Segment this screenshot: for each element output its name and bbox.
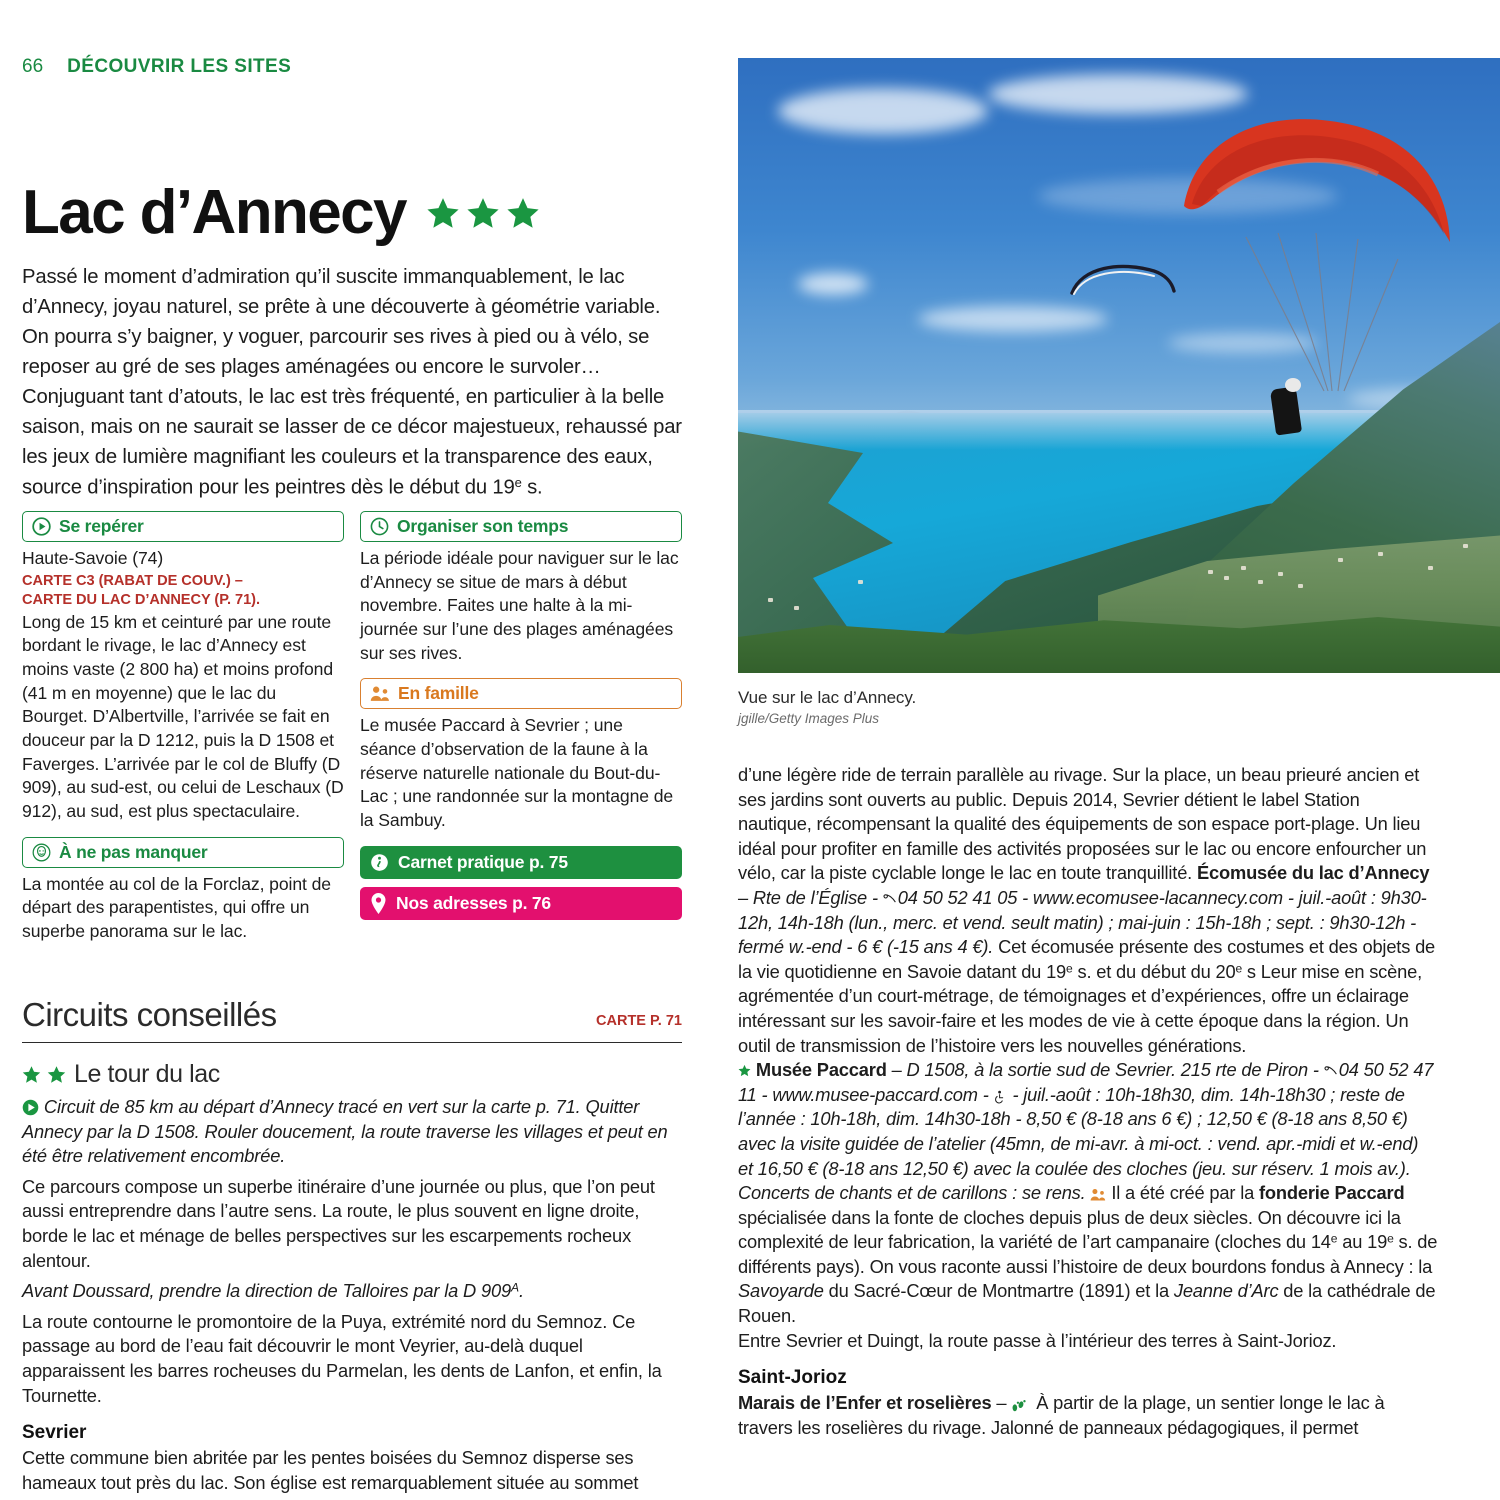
tour-lead-text: Circuit de 85 km au départ d’Annecy tracé en vert sur la carte p. 71. Quitter Annecy par la D 1508. Rouler doucement, la route traverse les villages et peut en été être relativement encombrée.	[22, 1096, 668, 1167]
paccard-info-2: - www.musee-paccard.com -	[756, 1083, 994, 1105]
map-pin-icon	[370, 893, 387, 914]
ecomusee-name: Écomusée du lac d’Annecy	[1197, 862, 1430, 884]
tour-du-lac-title: Le tour du lac	[74, 1060, 220, 1088]
marais-text: À partir de la plage, un sentier longe le lac à travers les roselières du rivage. Jalonné de panneaux pédagogiques, il permet	[738, 1392, 1385, 1438]
photo-caption-block	[738, 688, 1458, 726]
saint-jorioz-heading: Saint-Jorioz	[738, 1367, 847, 1389]
ecomusee-mid: s. et du début du 20	[1072, 960, 1236, 982]
star-icon	[466, 196, 500, 230]
star-icon	[506, 196, 540, 230]
intro-text: Passé le moment d’admiration qu’il suscite immanquablement, le lac d’Annecy, joyau naturel, se prête à une découverte à géométrie variable. On pourra s’y baigner, y voguer, parcourir ses rives à pied ou à vélo, se reposer au gré de ses plages aménagées ou encore le survoler… Conjuguant tant d’atouts, le lac est très fréquenté, en particulier à la belle saison, mais on ne saurait se lasser de ce décor majestueux, rehaussé par les jeux de lumière magnifiant les couleurs et la transparence des eaux, source d’inspiration pour les peintres dès le début du 19	[22, 266, 682, 499]
map-reference-2[interactable]: CARTE DU LAC D’ANNECY (P. 71).	[22, 592, 260, 609]
pilot-helmet	[1285, 378, 1301, 392]
box-organiser-header[interactable]	[360, 511, 682, 542]
sevrier-paragraph: Cette commune bien abritée par les pentes boisées du Semnoz disperse ses hameaux tout près du lac. Son église est remarquablement située au sommet	[22, 1447, 639, 1493]
paragraph-musee-paccard	[738, 1058, 1438, 1329]
paccard-sup-2: e	[1387, 1231, 1394, 1246]
second-paraglider-wing-icon	[1068, 263, 1178, 308]
sevrier-heading: Sevrier	[22, 1422, 87, 1444]
marais-dash: –	[991, 1392, 1012, 1414]
page-title-row	[22, 178, 682, 247]
right-column	[738, 58, 1500, 1440]
paccard-tail-6: de la cathédrale de Rouen.	[738, 1280, 1436, 1327]
family-icon	[370, 685, 390, 703]
box-se-reperer-body	[22, 547, 344, 824]
box-a-ne-pas-manquer-body: La montée au col de la Forclaz, point de départ des parapentistes, qui offre un superbe panorama sur le lac.	[22, 873, 331, 941]
box-en-famille-label: En famille	[398, 683, 479, 704]
ecomusee-sup-1: e	[1066, 961, 1073, 976]
section-title: DÉCOUVRIR LES SITES	[67, 56, 292, 77]
star-icon	[47, 1065, 66, 1084]
hiking-footprints-icon	[1011, 1399, 1031, 1412]
phone-icon	[883, 894, 898, 907]
paccard-phone[interactable]: 04 50 52 47 11	[738, 1059, 1434, 1105]
departement-line: Haute-Savoie (74)	[22, 548, 164, 568]
star-icon	[738, 1064, 751, 1077]
right-body-text	[738, 763, 1438, 1440]
paragraph-marais-enfer	[738, 1391, 1438, 1440]
tour-rating-stars	[22, 1065, 66, 1084]
info-column-left	[22, 511, 344, 957]
paccard-sup-1: e	[1330, 1231, 1338, 1246]
photo-lac-annecy	[738, 58, 1500, 673]
photo-credit: jgille/Getty Images Plus	[738, 711, 880, 726]
carnet-pratique-label: Carnet pratique p. 75	[398, 851, 568, 872]
map-reference-1[interactable]: CARTE C3 (RABAT DE COUV.) –	[22, 572, 243, 589]
info-box-grid	[22, 511, 682, 957]
paccard-info-3: - juil.-août : 10h-18h30, dim. 14h-18h30 ; reste de l’année : 10h-18h, dim. 14h30-18h - 8,50 € (8-18 ans 6 €) ; 12,50 € (8-18 ans 8,50 €) avec la visite guidée de l’atelier (45mn, de mi-avr. à mi-oct. : vend. apr.-midi et w.-end) et 16,50 € (8-18 ans 12,50 €) avec la coulée des cloches (jeu. sur réserv. 1 mois av.). Concerts de chants et de carillons : se rens.	[738, 1083, 1419, 1204]
paccard-info: – D 1508, à la sortie sud de Sevrier. 215 rte de Piron -	[886, 1059, 1324, 1081]
box-organiser-label: Organiser son temps	[397, 516, 569, 536]
ecomusee-sup-2: e	[1235, 961, 1243, 976]
bib-face-icon	[32, 843, 51, 862]
box-se-reperer-label: Se repérer	[59, 516, 144, 536]
tour-du-lac-heading	[22, 1060, 682, 1089]
intro-superscript: e	[514, 474, 522, 490]
ecomusee-tail: Cet écomusée présente des costumes et des objets de la vie quotidienne en Savoie datant du 19	[738, 936, 1436, 982]
page-number: 66	[22, 56, 44, 77]
paccard-tail-4: s. de différents pays). On vous raconte aussi l’histoire de deux bourdons fondus à Annecy : la	[738, 1231, 1438, 1277]
carnet-pratique-button[interactable]	[360, 846, 682, 879]
jeanne-darc-italic: Jeanne d’Arc	[1173, 1280, 1279, 1302]
tour-paragraph-3: La route contourne le promontoire de la Puya, extrémité nord du Semnoz. Ce passage au bord de l’eau fait découvrir le mont Veyrier, au-delà duquel apparaissent les barres rocheuses du Parmelan, les dents de Lanfon, et enfin, la Tournette.	[22, 1310, 662, 1406]
paccard-tail-3: au 19	[1337, 1231, 1388, 1253]
ecomusee-phone[interactable]: 04 50 52 41 05	[897, 886, 1018, 908]
circuits-section	[22, 996, 682, 1495]
fonderie-paccard: fonderie Paccard	[1258, 1182, 1405, 1204]
circuits-title: Circuits conseillés	[22, 996, 277, 1033]
paccard-tail-2: spécialisée dans la fonte de cloches depuis plus de deux siècles. On découvre ici la complexité de leur fabrication, la variété de l’art campanaire (cloches du 14	[738, 1206, 1401, 1253]
family-icon	[1090, 1188, 1106, 1202]
circuits-map-reference[interactable]: CARTE P. 71	[596, 1013, 682, 1029]
info-column-right	[360, 511, 682, 957]
star-icon	[426, 196, 460, 230]
marais-name: Marais de l’Enfer et roselières	[738, 1392, 992, 1414]
tour-lead-paragraph	[22, 1095, 682, 1169]
box-en-famille-header[interactable]	[360, 678, 682, 709]
se-reperer-text: Long de 15 km et ceinturé par une route bordant le rivage, le lac d’Annecy est moins vaste (2 800 ha) et moins profond (41 m en moyenne) que le lac du Bourget. D’Albertville, l’arrivée se fait en douceur par la D 1212, puis la D 1508 et Faverges. L’arrivée par le col de Bluffy (D 909), au sud-est, ou celui de Leschaux (D 912), au sud, est plus spectaculaire.	[22, 611, 344, 821]
photo-caption: Vue sur le lac d’Annecy.	[738, 688, 917, 707]
wheelchair-access-icon	[994, 1090, 1008, 1104]
ecomusee-info-2: - www.ecomusee-lacannecy.com - juil.-août : 9h30-12h, 14h-18h (lun., merc. et vend. seult matin) ; mai-juin : 15h-18h ; sept. : 9h30-12h - fermé w.-end - 6 € (-15 ans 4 €).	[738, 886, 1427, 958]
star-icon	[22, 1065, 41, 1084]
box-a-ne-pas-manquer-header[interactable]	[22, 837, 344, 868]
running-head	[22, 56, 682, 78]
paraglider-lines-icon	[1238, 233, 1418, 413]
paragraph-sevrier-continued	[738, 763, 1438, 1058]
nos-adresses-button[interactable]	[360, 887, 682, 920]
rating-stars	[426, 196, 540, 230]
circuits-header	[22, 996, 682, 1043]
info-circle-icon	[370, 853, 389, 872]
tour-p2-text: Avant Doussard, prendre la direction de Talloires par la D 909	[22, 1280, 512, 1302]
clock-icon	[370, 517, 389, 536]
tour-paragraph-2	[22, 1279, 682, 1304]
paragraph-entre-sevrier: Entre Sevrier et Duingt, la route passe à l’intérieur des terres à Saint-Jorioz.	[738, 1329, 1337, 1351]
ecomusee-end: s Leur mise en scène, agrémentée d’un court-métrage, de témoignages et d’expériences, offre un éclairage intéressant sur les savoir-faire et les modes de vie à cette époque dans la région. Un outil de transmission de l’histoire vers les nouvelles générations.	[738, 960, 1422, 1056]
box-se-reperer-header[interactable]	[22, 511, 344, 542]
play-circle-icon	[32, 517, 51, 536]
left-column	[22, 56, 682, 1493]
tour-paragraph-1: Ce parcours compose un superbe itinéraire d’une journée ou plus, que l’on peut aussi entreprendre dans l’autre sens. La route, le plus souvent en ligne droite, borde le lac et ménage de belles perspectives sur les escarpements rocheux alentour.	[22, 1175, 655, 1271]
para1-text: d’une légère ride de terrain parallèle au rivage. Sur la place, un beau prieuré ancien et ses jardins sont ouverts au public. Depuis 2014, Sevrier détient le label Station nautique, récompensant la qualité des équipements de son espace port-plage. Un lieu idéal pour profiter en famille des activités proposées sur le lac ou encore enfourcher un vélo, car la piste cyclable longe le lac en toute tranquillité.	[738, 764, 1427, 884]
intro-paragraph	[22, 263, 682, 503]
paccard-tail-5: du Sacré-Cœur de Montmartre (1891) et la	[823, 1280, 1174, 1302]
savoyarde-italic: Savoyarde	[738, 1280, 824, 1302]
intro-tail: s.	[521, 476, 543, 499]
paccard-tail-1: Il a été créé par la	[1106, 1182, 1259, 1204]
paccard-name: Musée Paccard	[755, 1059, 887, 1081]
box-organiser-body: La période idéale pour naviguer sur le lac d’Annecy se situe de mars à début novembre. Faites une halte à la mi-journée sur l’une des plages aménagées sur ses rives.	[360, 548, 679, 663]
play-circle-icon	[22, 1099, 39, 1116]
phone-icon	[1324, 1066, 1339, 1079]
tour-p2-tail: .	[518, 1280, 524, 1302]
page-title: Lac d’Annecy	[22, 178, 406, 247]
box-en-famille-body: Le musée Paccard à Sevrier ; une séance d’observation de la faune à la réserve naturelle nationale du Bout-du-Lac ; une randonnée sur la montagne de la Sambuy.	[360, 715, 674, 830]
ecomusee-info-1: – Rte de l’Église -	[738, 886, 883, 908]
tour-p2-superscript: A	[511, 1280, 519, 1295]
box-a-ne-pas-manquer-label: À ne pas manquer	[59, 841, 208, 862]
nos-adresses-label: Nos adresses p. 76	[396, 892, 551, 913]
